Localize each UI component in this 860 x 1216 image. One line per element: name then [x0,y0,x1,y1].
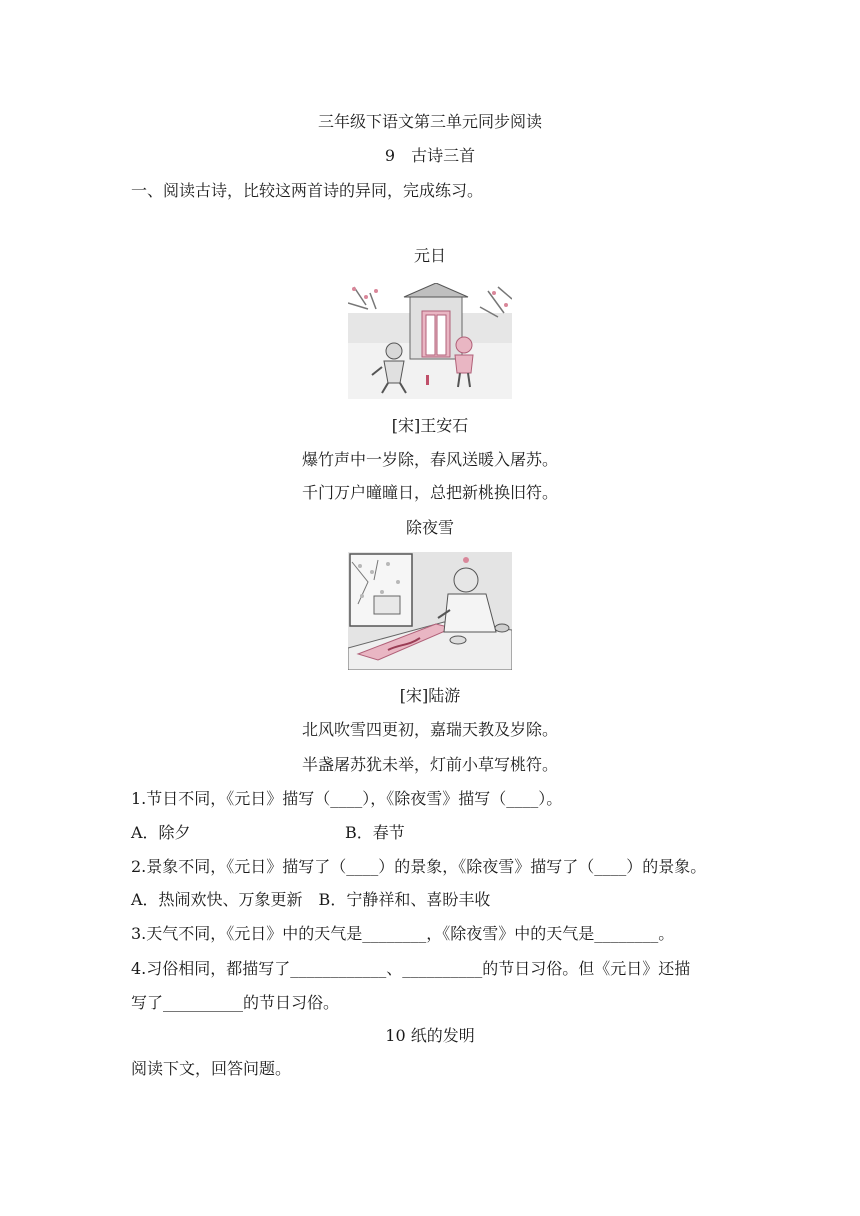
poem-1-line-1: 爆竹声中一岁除，春风送暖入屠苏。 [301,450,558,469]
question-1-option-a: A．除夕 [131,823,191,842]
section-1-instruction: 一、阅读古诗，比较这两首诗的异同，完成练习。 [131,181,484,200]
poem-1-illustration [348,283,512,399]
lesson-10-instruction: 阅读下文，回答问题。 [131,1059,292,1078]
question-3: 3.天气不同，《元日》中的天气是________，《除夜雪》中的天气是________。 [131,924,675,943]
poem-2-line-1: 北风吹雪四更初，嘉瑞天教及岁除。 [301,720,558,739]
question-1-option-b: B．春节 [345,823,405,842]
poem-1-line-2: 千门万户曈曈日，总把新桃换旧符。 [301,483,558,502]
question-4-line-2: 写了__________的节日习俗。 [131,993,340,1012]
poem-1-author: [宋]王安石 [391,416,469,435]
poem-1-title: 元日 [413,246,446,265]
lesson-9-title: 9 古诗三首 [384,146,476,165]
question-1: 1.节日不同，《元日》描写（____），《除夜雪》描写（____）。 [131,789,563,808]
page-header-title: 三年级下语文第三单元同步阅读 [317,112,542,131]
poem-2-illustration [348,552,512,670]
question-2: 2.景象不同，《元日》描写了（____）的景象，《除夜雪》描写了（____）的景象。 [131,857,707,876]
lesson-10-title: 10 纸的发明 [385,1026,475,1045]
poem-2-author: [宋]陆游 [399,686,461,705]
question-2-options: A．热闹欢快、万象更新 B．宁静祥和、喜盼丰收 [131,890,491,909]
poem-2-title: 除夜雪 [405,518,454,537]
question-4-line-1: 4.习俗相同，都描写了____________、__________的节日习俗。但《元日》还描 [131,959,691,978]
poem-2-line-2: 半盏屠苏犹未举，灯前小草写桃符。 [301,755,558,774]
